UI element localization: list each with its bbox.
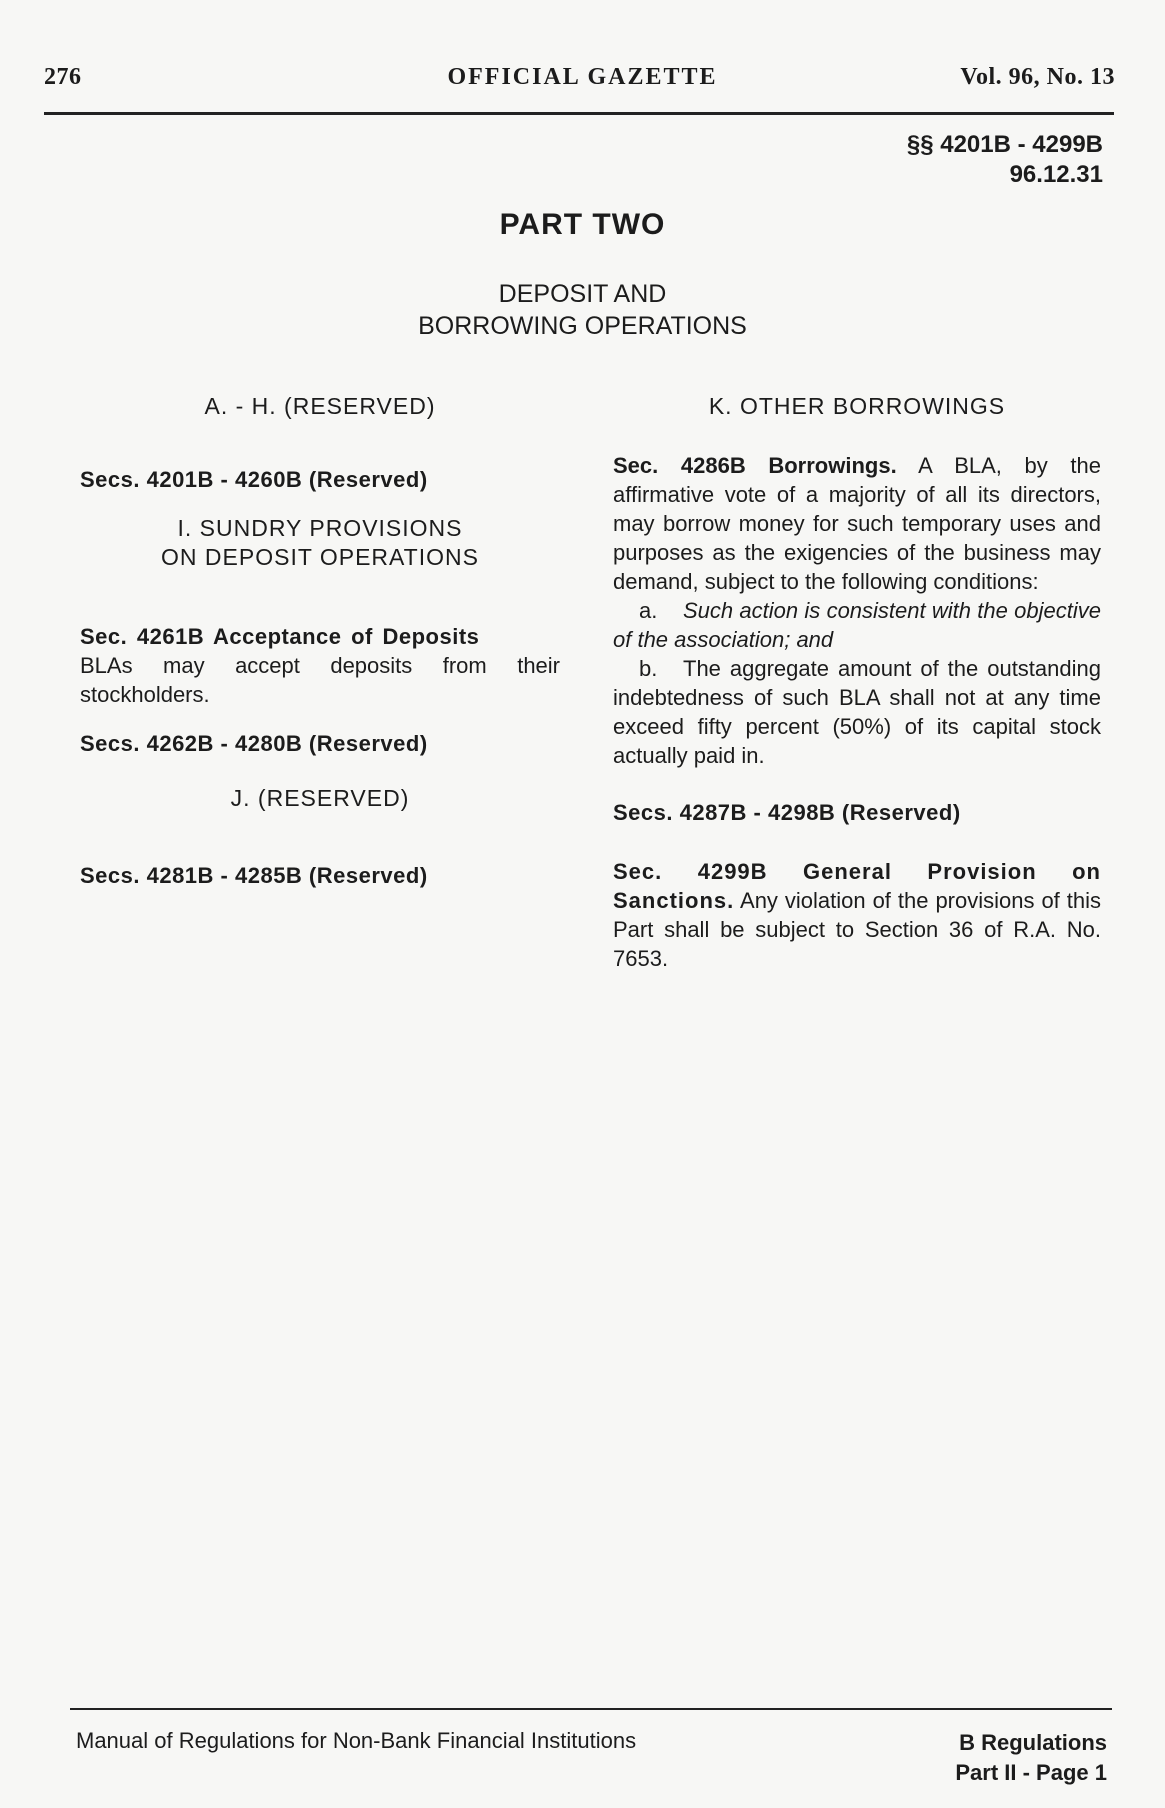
condition-a — [613, 596, 1101, 654]
sec-4286b-body: A BLA, by the affirmative vote of a majority of all its directors, may borrow money for such temporary uses and purposes as the exigencies of the business may demand, subject to the following conditions: — [613, 453, 1101, 594]
part-subtitle-line2: BORROWING OPERATIONS — [418, 312, 747, 340]
sec-4299b — [613, 857, 1101, 973]
part-subtitle-line1: DEPOSIT AND — [498, 280, 667, 308]
secs-4262b-4280b: Secs. 4262B - 4280B (Reserved) — [80, 731, 428, 756]
footer-regulations-line1: B Regulations — [959, 1730, 1107, 1755]
condition-a-label: a. — [639, 598, 658, 623]
header-rule — [44, 112, 1114, 115]
section-range-date: 96.12.31 — [1009, 161, 1103, 188]
heading-i-line2: ON DEPOSIT OPERATIONS — [161, 544, 479, 570]
sec-4286b-title: Sec. 4286B Borrowings. — [613, 453, 897, 478]
sec-4261b-title: Sec. 4261B Acceptance of Deposits — [80, 624, 480, 649]
condition-b-label: b. — [639, 656, 658, 681]
heading-i — [80, 514, 560, 572]
right-column — [613, 392, 1101, 973]
part-title: PART TWO — [499, 208, 666, 241]
footer-page-label: Part II - Page 1 — [955, 1760, 1107, 1785]
secs-4201b-4260b: Secs. 4201B - 4260B (Reserved) — [80, 467, 428, 492]
secs-4287b-4298b: Secs. 4287B - 4298B (Reserved) — [613, 800, 961, 825]
left-column — [80, 392, 560, 890]
secs-4281b-4285b: Secs. 4281B - 4285B (Reserved) — [80, 863, 428, 888]
footer-regulations — [955, 1728, 1107, 1788]
sec-4299b-body: Any violation of the provisions of this Part shall be subject to Section 36 of R.A. No. 7653. — [613, 888, 1102, 971]
footer-rule — [70, 1708, 1112, 1710]
footer-manual-title: Manual of Regulations for Non-Bank Financial Institutions — [76, 1728, 637, 1753]
heading-j: J. (RESERVED) — [230, 785, 410, 811]
sec-4286b — [613, 451, 1101, 596]
section-range — [907, 130, 1103, 190]
condition-a-text: Such action is consistent with the objective of the association; and — [613, 598, 1101, 652]
sec-4299b-title: Sec. 4299B General Provision on Sanctions. — [613, 859, 1101, 913]
sec-4261b-body: BLAs may accept deposits from their stockholders. — [80, 653, 560, 707]
part-subtitle — [0, 278, 1165, 342]
gazette-title: OFFICIAL GAZETTE — [447, 64, 718, 90]
page-number: 276 — [44, 64, 82, 90]
section-range-sections: §§ 4201B - 4299B — [906, 131, 1103, 158]
heading-k: K. OTHER BORROWINGS — [708, 393, 1006, 419]
condition-b — [613, 654, 1101, 770]
heading-a-h: A. - H. (RESERVED) — [204, 393, 436, 419]
heading-i-line1: I. SUNDRY PROVISIONS — [177, 515, 463, 541]
volume-label: Vol. 96, No. 13 — [960, 64, 1115, 90]
condition-b-text: The aggregate amount of the outstanding indebtedness of such BLA shall not at any time exceed fifty percent (50%) of its capital stock actually paid in. — [613, 656, 1101, 768]
